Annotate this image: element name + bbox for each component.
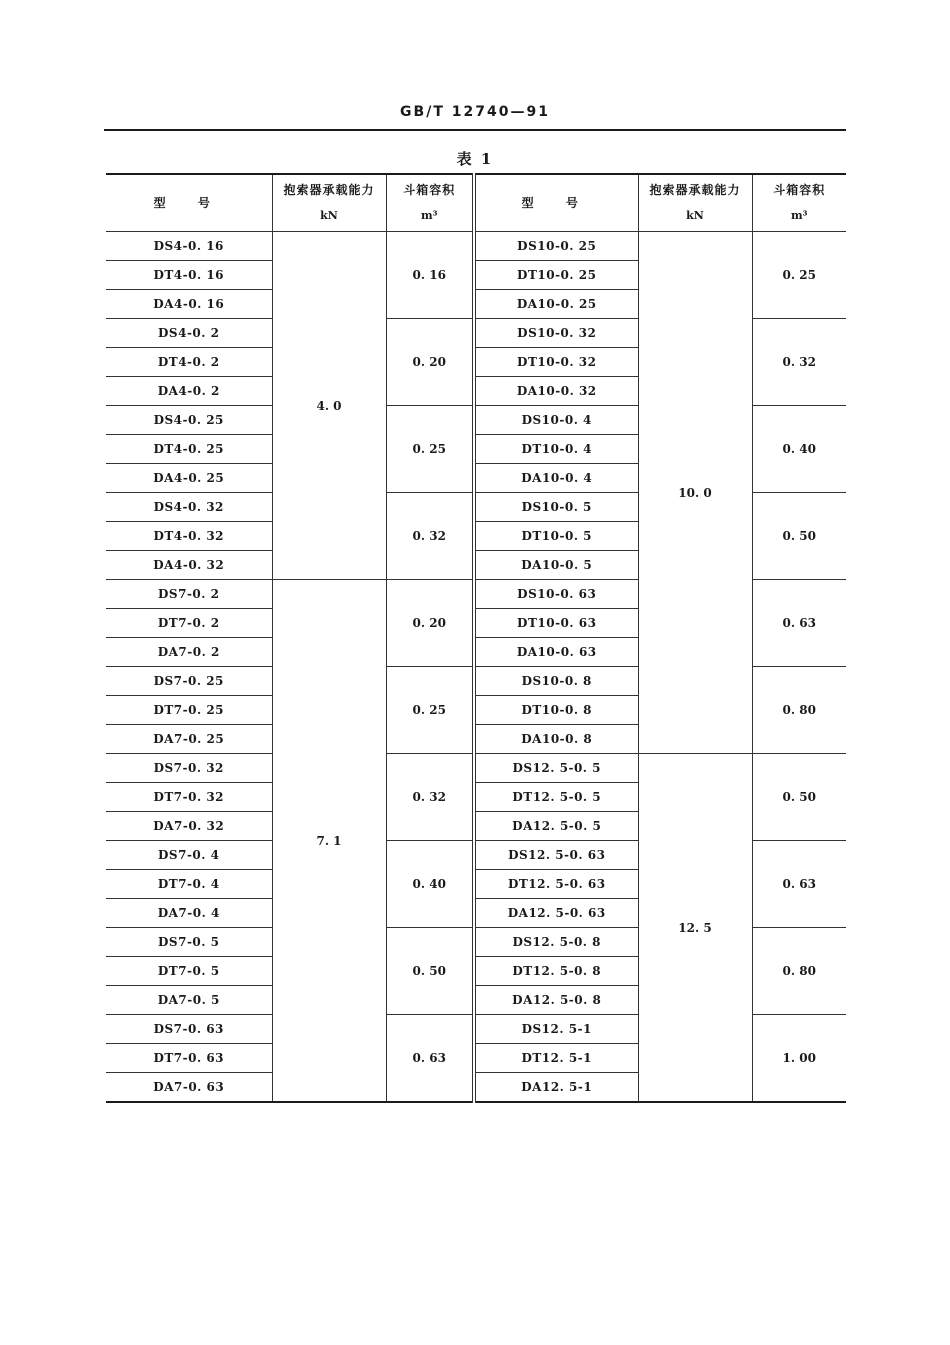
left-volume-cell: 0. 25 bbox=[386, 406, 474, 493]
left-model-cell: DA4-0. 16 bbox=[106, 290, 272, 319]
specification-table bbox=[106, 173, 846, 1103]
right-capacity-cell: 12. 5 bbox=[638, 754, 752, 1103]
right-model-cell: DS10-0. 32 bbox=[474, 319, 638, 348]
left-capacity-cell: 4. 0 bbox=[272, 232, 386, 580]
left-model-cell: DT4-0. 16 bbox=[106, 261, 272, 290]
header-rule bbox=[104, 129, 846, 131]
right-model-cell: DA12. 5-0. 63 bbox=[474, 899, 638, 928]
left-model-cell: DS7-0. 25 bbox=[106, 667, 272, 696]
right-model-cell: DT10-0. 5 bbox=[474, 522, 638, 551]
col-header-volume-left bbox=[386, 174, 474, 232]
right-model-cell: DS12. 5-0. 63 bbox=[474, 841, 638, 870]
volume-unit-label: m³ bbox=[421, 209, 438, 222]
left-model-cell: DS7-0. 32 bbox=[106, 754, 272, 783]
right-model-cell: DT10-0. 8 bbox=[474, 696, 638, 725]
right-model-cell: DS12. 5-0. 8 bbox=[474, 928, 638, 957]
left-model-cell: DA7-0. 63 bbox=[106, 1073, 272, 1103]
table-body bbox=[106, 232, 846, 1103]
right-model-cell: DA10-0. 63 bbox=[474, 638, 638, 667]
right-model-cell: DS10-0. 5 bbox=[474, 493, 638, 522]
table-row bbox=[106, 754, 846, 783]
right-model-cell: DA10-0. 8 bbox=[474, 725, 638, 754]
left-model-cell: DT7-0. 25 bbox=[106, 696, 272, 725]
right-model-cell: DA12. 5-1 bbox=[474, 1073, 638, 1103]
left-volume-cell: 0. 16 bbox=[386, 232, 474, 319]
standard-number-header: GB/T 12740—91 bbox=[400, 104, 550, 120]
left-volume-cell: 0. 20 bbox=[386, 580, 474, 667]
capacity-unit-label: kN bbox=[686, 209, 704, 222]
right-volume-cell: 0. 40 bbox=[752, 406, 846, 493]
left-model-cell: DT4-0. 32 bbox=[106, 522, 272, 551]
left-model-cell: DT7-0. 5 bbox=[106, 957, 272, 986]
left-model-cell: DA4-0. 2 bbox=[106, 377, 272, 406]
left-model-cell: DA7-0. 5 bbox=[106, 986, 272, 1015]
capacity-header-label: 抱索器承载能力 bbox=[649, 183, 741, 197]
left-model-cell: DT7-0. 4 bbox=[106, 870, 272, 899]
right-model-cell: DT12. 5-0. 8 bbox=[474, 957, 638, 986]
capacity-header-label: 抱索器承载能力 bbox=[283, 183, 375, 197]
col-header-capacity-left bbox=[272, 174, 386, 232]
left-model-cell: DS4-0. 32 bbox=[106, 493, 272, 522]
left-model-cell: DT7-0. 63 bbox=[106, 1044, 272, 1073]
left-model-cell: DT7-0. 2 bbox=[106, 609, 272, 638]
volume-unit-label: m³ bbox=[791, 209, 808, 222]
left-model-cell: DA7-0. 32 bbox=[106, 812, 272, 841]
volume-header-label: 斗箱容积 bbox=[403, 183, 456, 197]
left-model-cell: DS4-0. 16 bbox=[106, 232, 272, 261]
right-model-cell: DT10-0. 4 bbox=[474, 435, 638, 464]
col-header-volume-right bbox=[752, 174, 846, 232]
right-model-cell: DS12. 5-1 bbox=[474, 1015, 638, 1044]
right-model-cell: DS10-0. 8 bbox=[474, 667, 638, 696]
right-model-cell: DA10-0. 5 bbox=[474, 551, 638, 580]
right-model-cell: DT10-0. 25 bbox=[474, 261, 638, 290]
right-model-cell: DS10-0. 63 bbox=[474, 580, 638, 609]
left-volume-cell: 0. 32 bbox=[386, 754, 474, 841]
right-model-cell: DS12. 5-0. 5 bbox=[474, 754, 638, 783]
right-model-cell: DA10-0. 25 bbox=[474, 290, 638, 319]
left-model-cell: DA4-0. 25 bbox=[106, 464, 272, 493]
left-model-cell: DA7-0. 25 bbox=[106, 725, 272, 754]
right-model-cell: DA10-0. 4 bbox=[474, 464, 638, 493]
left-model-cell: DT4-0. 25 bbox=[106, 435, 272, 464]
right-volume-cell: 0. 50 bbox=[752, 754, 846, 841]
right-volume-cell: 0. 50 bbox=[752, 493, 846, 580]
left-model-cell: DA7-0. 4 bbox=[106, 899, 272, 928]
col-header-model-left: 型 号 bbox=[106, 174, 272, 232]
left-model-cell: DA4-0. 32 bbox=[106, 551, 272, 580]
left-model-cell: DS7-0. 4 bbox=[106, 841, 272, 870]
right-volume-cell: 0. 80 bbox=[752, 928, 846, 1015]
left-volume-cell: 0. 63 bbox=[386, 1015, 474, 1103]
left-model-cell: DS7-0. 2 bbox=[106, 580, 272, 609]
right-model-cell: DT10-0. 32 bbox=[474, 348, 638, 377]
right-volume-cell: 0. 25 bbox=[752, 232, 846, 319]
table-caption: 表 1 bbox=[456, 150, 494, 168]
right-model-cell: DA12. 5-0. 5 bbox=[474, 812, 638, 841]
left-model-cell: DS7-0. 5 bbox=[106, 928, 272, 957]
table-header-row bbox=[106, 174, 846, 232]
left-model-cell: DT7-0. 32 bbox=[106, 783, 272, 812]
left-capacity-cell: 7. 1 bbox=[272, 580, 386, 1103]
right-model-cell: DT12. 5-0. 63 bbox=[474, 870, 638, 899]
right-model-cell: DT12. 5-0. 5 bbox=[474, 783, 638, 812]
left-model-cell: DA7-0. 2 bbox=[106, 638, 272, 667]
right-volume-cell: 0. 63 bbox=[752, 841, 846, 928]
volume-header-label: 斗箱容积 bbox=[773, 183, 826, 197]
col-header-capacity-right bbox=[638, 174, 752, 232]
right-volume-cell: 0. 80 bbox=[752, 667, 846, 754]
left-volume-cell: 0. 25 bbox=[386, 667, 474, 754]
col-header-model-right: 型 号 bbox=[474, 174, 638, 232]
left-volume-cell: 0. 40 bbox=[386, 841, 474, 928]
right-model-cell: DA12. 5-0. 8 bbox=[474, 986, 638, 1015]
right-capacity-cell: 10. 0 bbox=[638, 232, 752, 754]
right-volume-cell: 1. 00 bbox=[752, 1015, 846, 1103]
right-model-cell: DT10-0. 63 bbox=[474, 609, 638, 638]
left-volume-cell: 0. 32 bbox=[386, 493, 474, 580]
right-model-cell: DA10-0. 32 bbox=[474, 377, 638, 406]
capacity-unit-label: kN bbox=[320, 209, 338, 222]
left-model-cell: DT4-0. 2 bbox=[106, 348, 272, 377]
right-model-cell: DS10-0. 25 bbox=[474, 232, 638, 261]
right-volume-cell: 0. 63 bbox=[752, 580, 846, 667]
table-row bbox=[106, 232, 846, 261]
left-volume-cell: 0. 50 bbox=[386, 928, 474, 1015]
right-volume-cell: 0. 32 bbox=[752, 319, 846, 406]
left-model-cell: DS7-0. 63 bbox=[106, 1015, 272, 1044]
left-volume-cell: 0. 20 bbox=[386, 319, 474, 406]
right-model-cell: DT12. 5-1 bbox=[474, 1044, 638, 1073]
right-model-cell: DS10-0. 4 bbox=[474, 406, 638, 435]
left-model-cell: DS4-0. 25 bbox=[106, 406, 272, 435]
left-model-cell: DS4-0. 2 bbox=[106, 319, 272, 348]
